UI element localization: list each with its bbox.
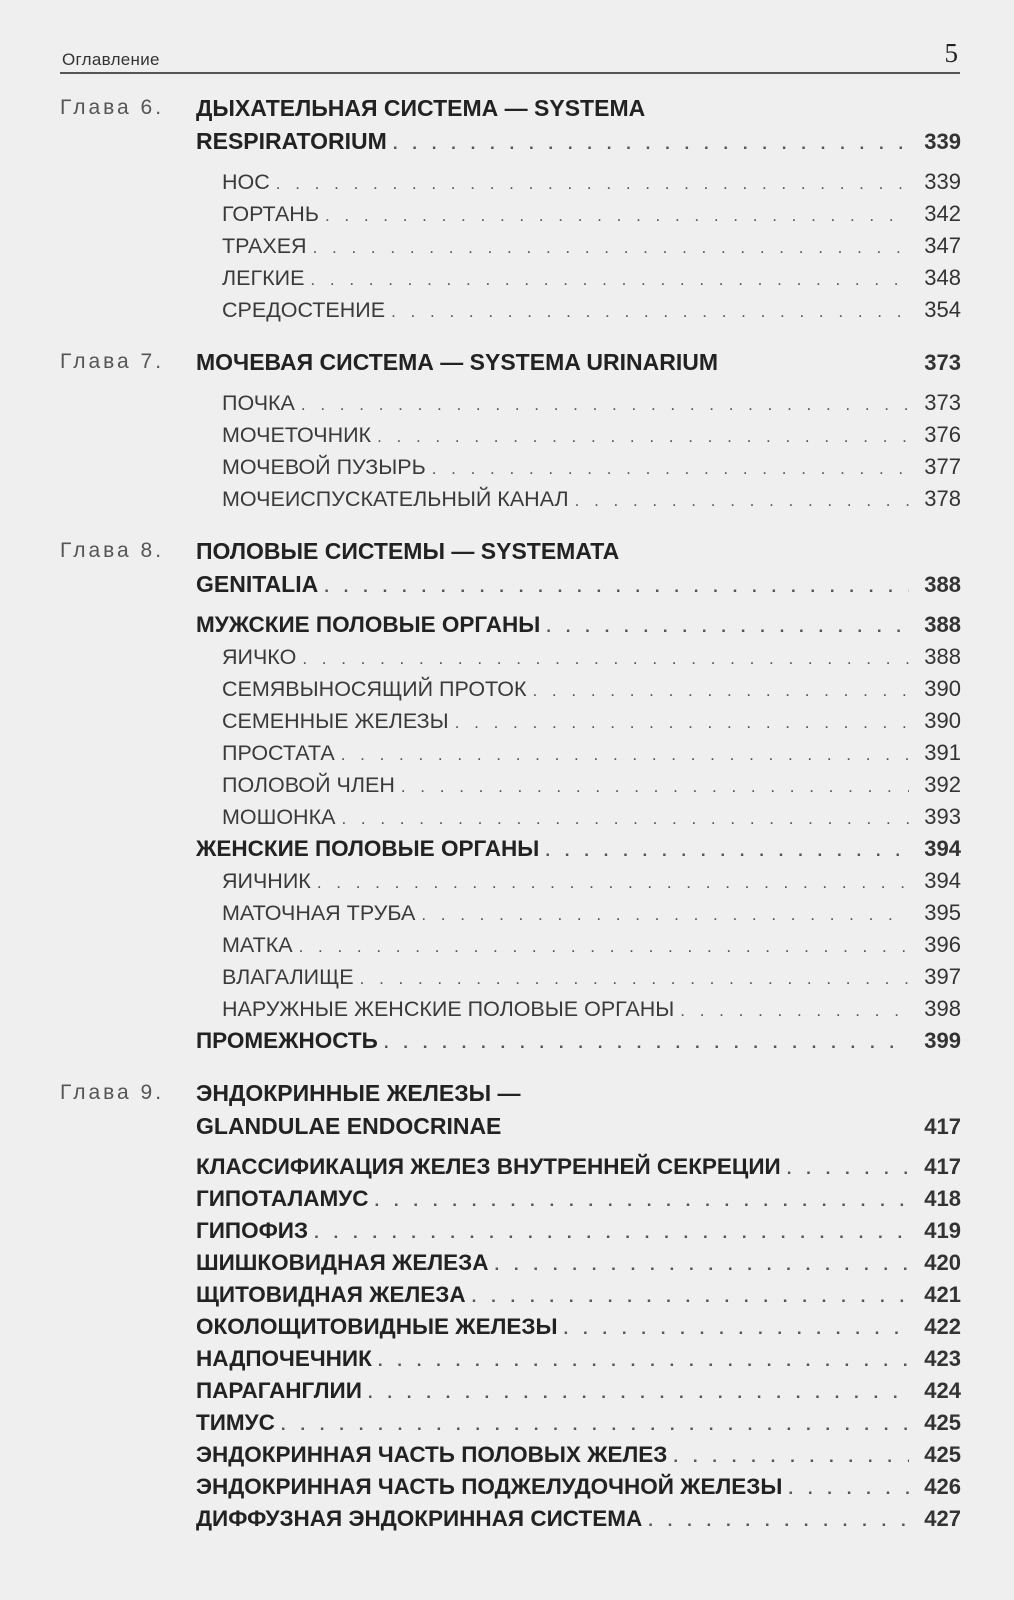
toc-entry[interactable] [196, 1110, 961, 1143]
entry-text: НОС [222, 170, 270, 194]
dot-leader [313, 232, 909, 264]
dot-leader [680, 995, 909, 1027]
entry-page: 354 [924, 297, 961, 322]
entry-text: ОКОЛОЩИТОВИДНЫЕ ЖЕЛЕЗЫ [196, 1314, 558, 1339]
entry-text: СЕМЯВЫНОСЯЩИЙ ПРОТОК [222, 677, 527, 701]
toc-section[interactable] [196, 833, 961, 865]
dot-leader [564, 1313, 910, 1345]
dot-leader [673, 1441, 909, 1473]
entry-page: 423 [924, 1346, 961, 1371]
dot-leader [374, 1185, 909, 1217]
entry-text: НАРУЖНЫЕ ЖЕНСКИЕ ПОЛОВЫЕ ОРГАНЫ [222, 997, 675, 1021]
chapter-title-line: RESPIRATORIUM [196, 128, 387, 154]
entry-text: МОЧЕТОЧНИК [222, 423, 372, 447]
entry-page: 339 [924, 169, 961, 194]
entry-page: 419 [924, 1218, 961, 1243]
dot-leader [455, 707, 909, 739]
chapter-label: Глава 7. [60, 350, 165, 373]
dot-leader [432, 453, 909, 485]
entry-text: МОЧЕИСПУСКАТЕЛЬНЫЙ КАНАЛ [222, 487, 569, 511]
entry-text: СЕМЕННЫЕ ЖЕЛЕЗЫ [222, 709, 449, 733]
toc-entry[interactable] [222, 641, 961, 673]
toc-entry[interactable] [222, 929, 961, 961]
dot-leader [314, 1217, 909, 1249]
dot-leader [384, 1027, 909, 1059]
entry-text: МАТКА [222, 933, 293, 957]
entry-page: 427 [924, 1506, 961, 1531]
entry-page: 422 [924, 1314, 961, 1339]
entry-text: ДИФФУЗНАЯ ЭНДОКРИННАЯ СИСТЕМА [196, 1506, 643, 1531]
toc-section[interactable] [196, 1343, 961, 1375]
dot-leader [494, 1249, 909, 1281]
dot-leader [788, 1473, 909, 1505]
entry-page: 391 [924, 740, 961, 765]
entry-text: ТИМУС [196, 1410, 275, 1435]
dot-leader [317, 867, 909, 899]
entry-page: 421 [924, 1282, 961, 1307]
chapter-title-line: GENITALIA [196, 571, 319, 597]
dot-leader [421, 899, 909, 931]
entry-page: 394 [924, 868, 961, 893]
entry-text: КЛАССИФИКАЦИЯ ЖЕЛЕЗ ВНУТРЕННЕЙ СЕКРЕЦИИ [196, 1154, 781, 1179]
entry-page: 388 [924, 612, 961, 637]
toc-section[interactable] [196, 1407, 961, 1439]
entry-text: ГОРТАНЬ [222, 202, 319, 226]
toc-entry[interactable] [222, 294, 961, 326]
entry-page: 417 [924, 1154, 961, 1179]
toc-section[interactable] [196, 1183, 961, 1215]
entry-page: 347 [924, 233, 961, 258]
entry-page: 418 [924, 1186, 961, 1211]
dot-leader [378, 1345, 909, 1377]
entry-text: ПОЛОВОЙ ЧЛЕН [222, 773, 395, 797]
entry-text: ГИПОТАЛАМУС [196, 1186, 369, 1211]
entry-text: ЖЕНСКИЕ ПОЛОВЫЕ ОРГАНЫ [196, 836, 540, 861]
entry-text: ЩИТОВИДНАЯ ЖЕЛЕЗА [196, 1282, 466, 1307]
dot-leader [391, 296, 909, 328]
entry-text: ЯИЧКО [222, 645, 297, 669]
dot-leader [299, 931, 909, 963]
entry-text: ШИШКОВИДНАЯ ЖЕЛЕЗА [196, 1250, 489, 1275]
toc-entry[interactable] [196, 125, 961, 158]
dot-leader [301, 389, 909, 421]
chapter-7 [0, 346, 1014, 515]
toc-entry[interactable] [222, 483, 961, 515]
entry-text: ПРОСТАТА [222, 741, 335, 765]
dot-leader [302, 643, 909, 675]
entry-page: 425 [924, 1442, 961, 1467]
dot-leader [341, 803, 909, 835]
entry-text: ЭНДОКРИННАЯ ЧАСТЬ ПОЛОВЫХ ЖЕЛЕЗ [196, 1442, 668, 1467]
toc-entry[interactable] [222, 262, 961, 294]
entry-page: 373 [924, 390, 961, 415]
entry-text: ТРАХЕЯ [222, 234, 307, 258]
toc-entry[interactable] [196, 568, 961, 601]
entry-text: ЯИЧНИК [222, 869, 311, 893]
toc-entry[interactable] [222, 737, 961, 769]
toc-section[interactable] [196, 1503, 961, 1535]
toc-entry[interactable] [222, 419, 961, 451]
toc-entry[interactable] [222, 673, 961, 705]
toc-entry[interactable] [222, 897, 961, 929]
entry-text: ВЛАГАЛИЩЕ [222, 965, 354, 989]
page-number: 5 [944, 38, 958, 68]
entry-page: 342 [924, 201, 961, 226]
dot-leader [368, 1377, 909, 1409]
dot-leader [324, 570, 909, 603]
dot-leader [393, 127, 909, 160]
dot-leader [310, 264, 909, 296]
entry-page: 376 [924, 422, 961, 447]
entry-page: 397 [924, 964, 961, 989]
entry-text: СРЕДОСТЕНИЕ [222, 298, 386, 322]
chapter-8 [0, 535, 1014, 1057]
toc-section[interactable] [196, 1025, 961, 1057]
entry-text: ПРОМЕЖНОСТЬ [196, 1028, 378, 1053]
entry-page: 420 [924, 1250, 961, 1275]
running-header [60, 38, 960, 74]
toc-entry[interactable] [222, 705, 961, 737]
dot-leader [575, 485, 909, 517]
toc-entry[interactable] [222, 451, 961, 483]
entry-page: 339 [924, 129, 961, 154]
entry-text: ПАРАГАНГЛИИ [196, 1378, 362, 1403]
entry-page: 348 [924, 265, 961, 290]
running-header-title: Оглавление [62, 50, 160, 69]
toc-section[interactable] [196, 1151, 961, 1183]
dot-leader [377, 421, 909, 453]
entry-text: ПОЧКА [222, 391, 295, 415]
toc-entry[interactable] [222, 166, 961, 198]
entry-page: 417 [924, 1114, 961, 1139]
entry-text: МОШОНКА [222, 805, 336, 829]
chapter-title-line: МОЧЕВАЯ СИСТЕМА — SYSTEMA URINARIUM [196, 349, 718, 375]
toc-section[interactable] [196, 1375, 961, 1407]
toc-section[interactable] [196, 1439, 961, 1471]
entry-page: 395 [924, 900, 961, 925]
entry-text: МОЧЕВОЙ ПУЗЫРЬ [222, 455, 426, 479]
toc-entry[interactable] [222, 801, 961, 833]
dot-leader [546, 611, 909, 643]
dot-leader [360, 963, 909, 995]
toc-section[interactable] [196, 1215, 961, 1247]
entry-page: 392 [924, 772, 961, 797]
dot-leader [787, 1153, 909, 1185]
table-of-contents [0, 92, 1014, 1555]
chapter-title-line: ДЫХАТЕЛЬНАЯ СИСТЕМА — SYSTEMA [196, 95, 646, 121]
entry-text: МУЖСКИЕ ПОЛОВЫЕ ОРГАНЫ [196, 612, 541, 637]
entry-page: 424 [924, 1378, 961, 1403]
chapter-label: Глава 6. [60, 96, 165, 119]
entry-page: 393 [924, 804, 961, 829]
entry-text: ЛЕГКИЕ [222, 266, 305, 290]
dot-leader [532, 675, 909, 707]
toc-entry[interactable] [196, 346, 961, 379]
entry-text: ЭНДОКРИННАЯ ЧАСТЬ ПОДЖЕЛУДОЧНОЙ ЖЕЛЕЗЫ [196, 1474, 783, 1499]
entry-text: ГИПОФИЗ [196, 1218, 309, 1243]
toc-entry[interactable] [222, 769, 961, 801]
chapter-label: Глава 9. [60, 1081, 165, 1104]
entry-page: 394 [924, 836, 961, 861]
dot-leader [545, 835, 909, 867]
entry-page: 377 [924, 454, 961, 479]
dot-leader [325, 200, 909, 232]
toc-entry[interactable] [222, 387, 961, 419]
toc-section[interactable] [196, 1279, 961, 1311]
toc-section[interactable] [196, 1247, 961, 1279]
entry-page: 399 [924, 1028, 961, 1053]
entry-page: 388 [924, 644, 961, 669]
toc-section[interactable] [196, 609, 961, 641]
dot-leader [472, 1281, 909, 1313]
toc-entry[interactable] [222, 865, 961, 897]
dot-leader [648, 1505, 909, 1537]
dot-leader [281, 1409, 909, 1441]
entry-text: МАТОЧНАЯ ТРУБА [222, 901, 416, 925]
toc-section[interactable] [196, 1311, 961, 1343]
entry-page: 426 [924, 1474, 961, 1499]
dot-leader [401, 771, 909, 803]
chapter-title-line: ЭНДОКРИННЫЕ ЖЕЛЕЗЫ — [196, 1080, 521, 1106]
toc-entry[interactable] [222, 961, 961, 993]
dot-leader [276, 168, 909, 200]
dot-leader [341, 739, 909, 771]
entry-page: 378 [924, 486, 961, 511]
toc-entry[interactable] [222, 198, 961, 230]
chapter-6 [0, 92, 1014, 326]
entry-page: 396 [924, 932, 961, 957]
chapter-title-line: GLANDULAE ENDOCRINAE [196, 1113, 502, 1139]
entry-page: 425 [924, 1410, 961, 1435]
entry-page: 388 [924, 572, 961, 597]
toc-entry[interactable] [222, 230, 961, 262]
entry-page: 390 [924, 708, 961, 733]
entry-page: 398 [924, 996, 961, 1021]
entry-text: НАДПОЧЕЧНИК [196, 1346, 372, 1371]
entry-page: 390 [924, 676, 961, 701]
entry-page: 373 [924, 350, 961, 375]
toc-entry[interactable] [222, 993, 961, 1025]
chapter-9 [0, 1077, 1014, 1535]
toc-section[interactable] [196, 1471, 961, 1503]
chapter-title-line: ПОЛОВЫЕ СИСТЕМЫ — SYSTEMATA [196, 538, 620, 564]
chapter-label: Глава 8. [60, 539, 165, 562]
